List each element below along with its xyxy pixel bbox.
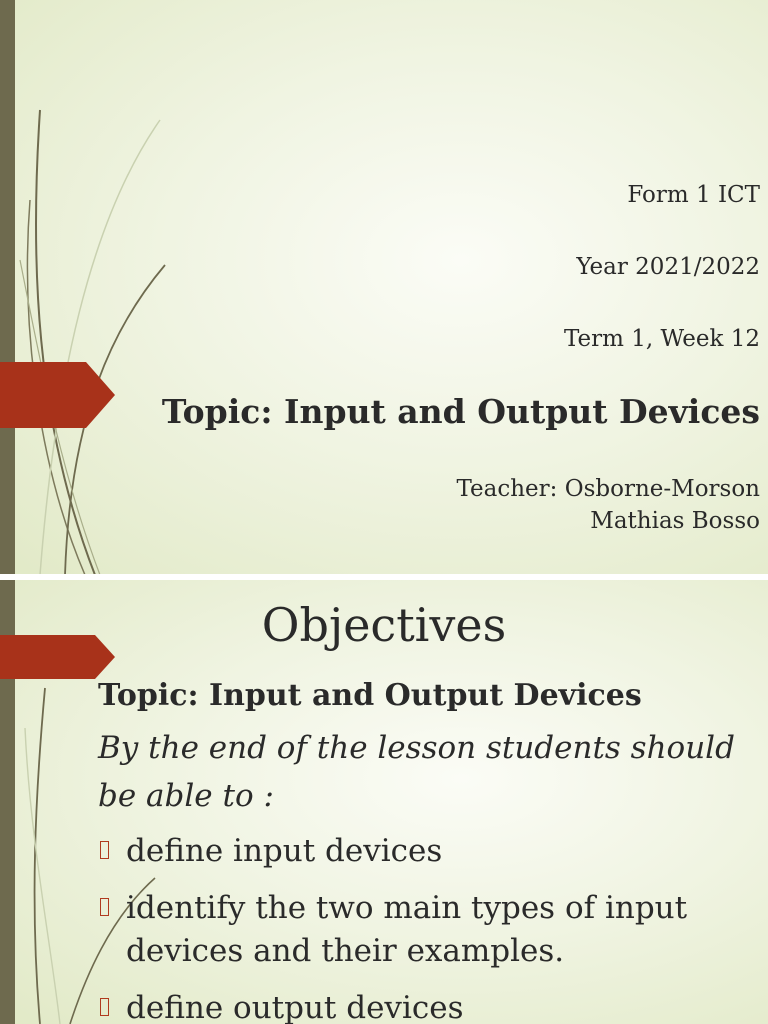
teacher-name-line-1: Teacher: Osborne-Morson [456,476,760,502]
objectives-list [98,830,758,1024]
topic-heading: Topic: Input and Output Devices [161,392,760,431]
teacher-name-line-2: Mathias Bosso [590,508,760,534]
list-item-text: identify the two main types of input devices and their examples. [126,890,688,969]
objectives-intro: By the end of the lesson students should be able to : [98,730,735,814]
list-item [98,887,758,973]
course-label: Form 1 ICT [627,182,760,208]
topic-heading: Topic: Input and Output Devices [98,678,642,713]
bullet-icon [100,841,109,859]
slide-side-bar [0,0,15,578]
bullet-icon [100,898,109,916]
term-week-label: Term 1, Week 12 [563,326,760,352]
slide-separator [0,574,768,580]
objectives-slide [0,578,768,1024]
teacher-block [456,473,760,537]
list-item [98,830,758,873]
slide-title: Objectives [261,598,507,652]
list-item-text: define input devices [126,833,443,869]
grass-stems-decoration [0,0,200,578]
ribbon-arrow-shape [0,362,115,428]
list-item [98,987,758,1024]
year-label: Year 2021/2022 [576,254,760,280]
bullet-icon [100,998,109,1016]
list-item-text: define output devices [126,990,464,1024]
